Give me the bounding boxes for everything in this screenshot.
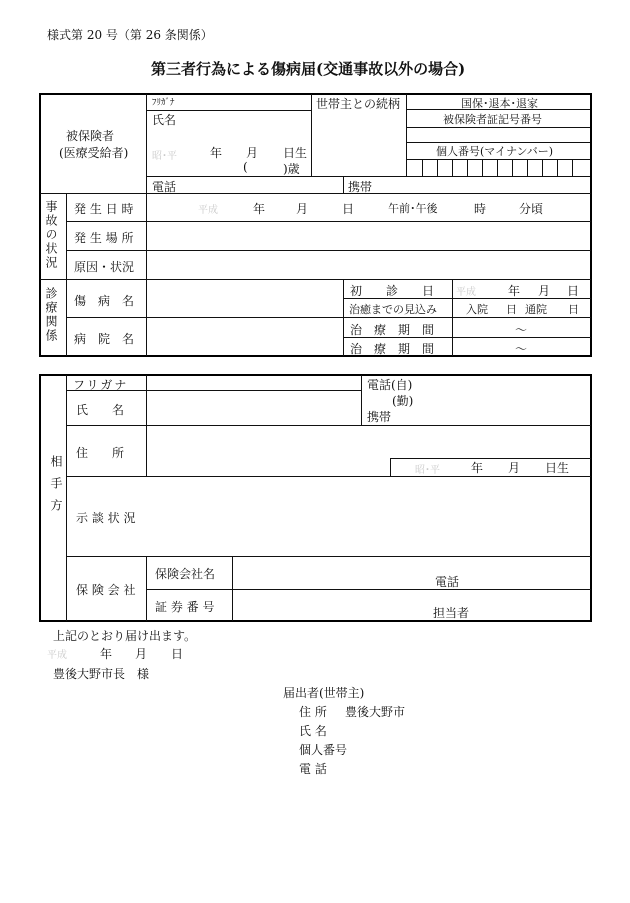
footer-era-hint: 平成: [47, 650, 67, 661]
accident-ampm: 午前･午後: [388, 202, 438, 215]
outpatient-day: 日: [568, 303, 579, 316]
period-tilde-2: ～: [515, 342, 528, 356]
policy-no-label: 証 券 番 号: [155, 600, 215, 614]
other-mobile: 携帯: [367, 410, 392, 424]
cause-label: 原因・状況: [74, 260, 135, 274]
first-visit-label: 初 診 日: [350, 284, 435, 298]
other-birth-day: 日生: [545, 461, 570, 475]
insurer-phone-label: 電話: [435, 575, 460, 589]
accident-hour: 時: [474, 202, 487, 216]
accident-month: 月: [296, 202, 309, 216]
period-tilde-1: ～: [515, 323, 528, 337]
statement: 上記のとおり届け出ます。: [53, 629, 197, 643]
inpatient-day: 日: [506, 303, 517, 316]
place-label: 発 生 場 所: [74, 231, 134, 245]
submitter-address-label: 住 所: [299, 705, 327, 719]
name-label: 氏名: [152, 113, 177, 127]
era-hint: 昭･平: [152, 151, 177, 162]
submitter-name-label: 氏 名: [299, 724, 327, 738]
accident-minute: 分頃: [519, 202, 544, 216]
addressee: 豊後大野市長 様: [53, 667, 150, 681]
first-visit-day: 日: [567, 284, 580, 298]
insurance-type: 国保･退本･退家: [461, 97, 538, 110]
outlook-label: 治癒までの見込み: [349, 303, 437, 316]
age-open: (: [243, 160, 248, 174]
accident-era-hint: 平成: [198, 205, 218, 216]
submitter-address-value: 豊後大野市: [345, 705, 406, 719]
accident-section-label: 事故の状況: [44, 200, 58, 270]
footer-year: 年: [100, 647, 113, 661]
other-party-section-label: 相手方: [49, 455, 63, 521]
accident-day: 日: [342, 202, 355, 216]
period-label-1: 治 療 期 間: [350, 323, 435, 337]
other-name-label: 氏 名: [76, 403, 125, 417]
other-phone-work: (勤): [392, 394, 414, 408]
first-visit-month: 月: [538, 284, 551, 298]
medical-section-label: 診療関係: [44, 287, 58, 343]
mobile-label: 携帯: [348, 180, 373, 194]
outpatient-label: 通院: [525, 303, 547, 316]
birth-day-label: 日生: [283, 146, 308, 160]
other-birth-month: 月: [508, 461, 521, 475]
inpatient-label: 入院: [466, 303, 488, 316]
birth-month-label: 月: [246, 146, 259, 160]
submitter-my-number-label: 個人番号: [299, 743, 348, 757]
other-era-hint: 昭･平: [415, 465, 440, 476]
my-number-label: 個人番号(マイナンバー): [436, 145, 554, 158]
settlement-label: 示 談 状 況: [76, 511, 136, 525]
submitter-label: 届出者(世帯主): [283, 686, 365, 700]
age-close: )歳: [283, 162, 300, 176]
footer-month: 月: [135, 647, 148, 661]
first-visit-year: 年: [508, 284, 521, 298]
relation-label: 世帯主との続柄: [316, 97, 401, 111]
other-birth-year: 年: [471, 461, 484, 475]
period-label-2: 治 療 期 間: [350, 342, 435, 356]
furigana-label: ﾌﾘｶﾞﾅ: [152, 98, 175, 108]
first-visit-era: 平成: [456, 287, 476, 298]
submitter-phone-label: 電 話: [299, 762, 327, 776]
page-title: 第三者行為による傷病届(交通事故以外の場合): [151, 60, 466, 78]
insurer-label: 保 険 会 社: [76, 583, 136, 597]
phone-label: 電話: [152, 180, 177, 194]
other-address-label: 住 所: [76, 446, 125, 460]
insurer-name-label: 保険会社名: [155, 567, 216, 581]
insured-section-label: 被保険者: [66, 129, 115, 143]
injury-label: 傷 病 名: [74, 294, 135, 308]
insurance-no-label: 被保険者証記号番号: [443, 113, 542, 126]
footer-day: 日: [171, 647, 184, 661]
hospital-label: 病 院 名: [74, 332, 135, 346]
datetime-label: 発 生 日 時: [74, 202, 134, 216]
other-furigana-label: フリガナ: [73, 378, 129, 392]
accident-year: 年: [253, 202, 266, 216]
other-phone-home: 電話(自): [367, 378, 413, 392]
insurer-contact-label: 担当者: [433, 606, 470, 620]
form-number: 様式第 20 号（第 26 条関係）: [47, 28, 213, 42]
birth-year-label: 年: [210, 146, 223, 160]
insured-section-sublabel: (医療受給者): [59, 146, 129, 160]
